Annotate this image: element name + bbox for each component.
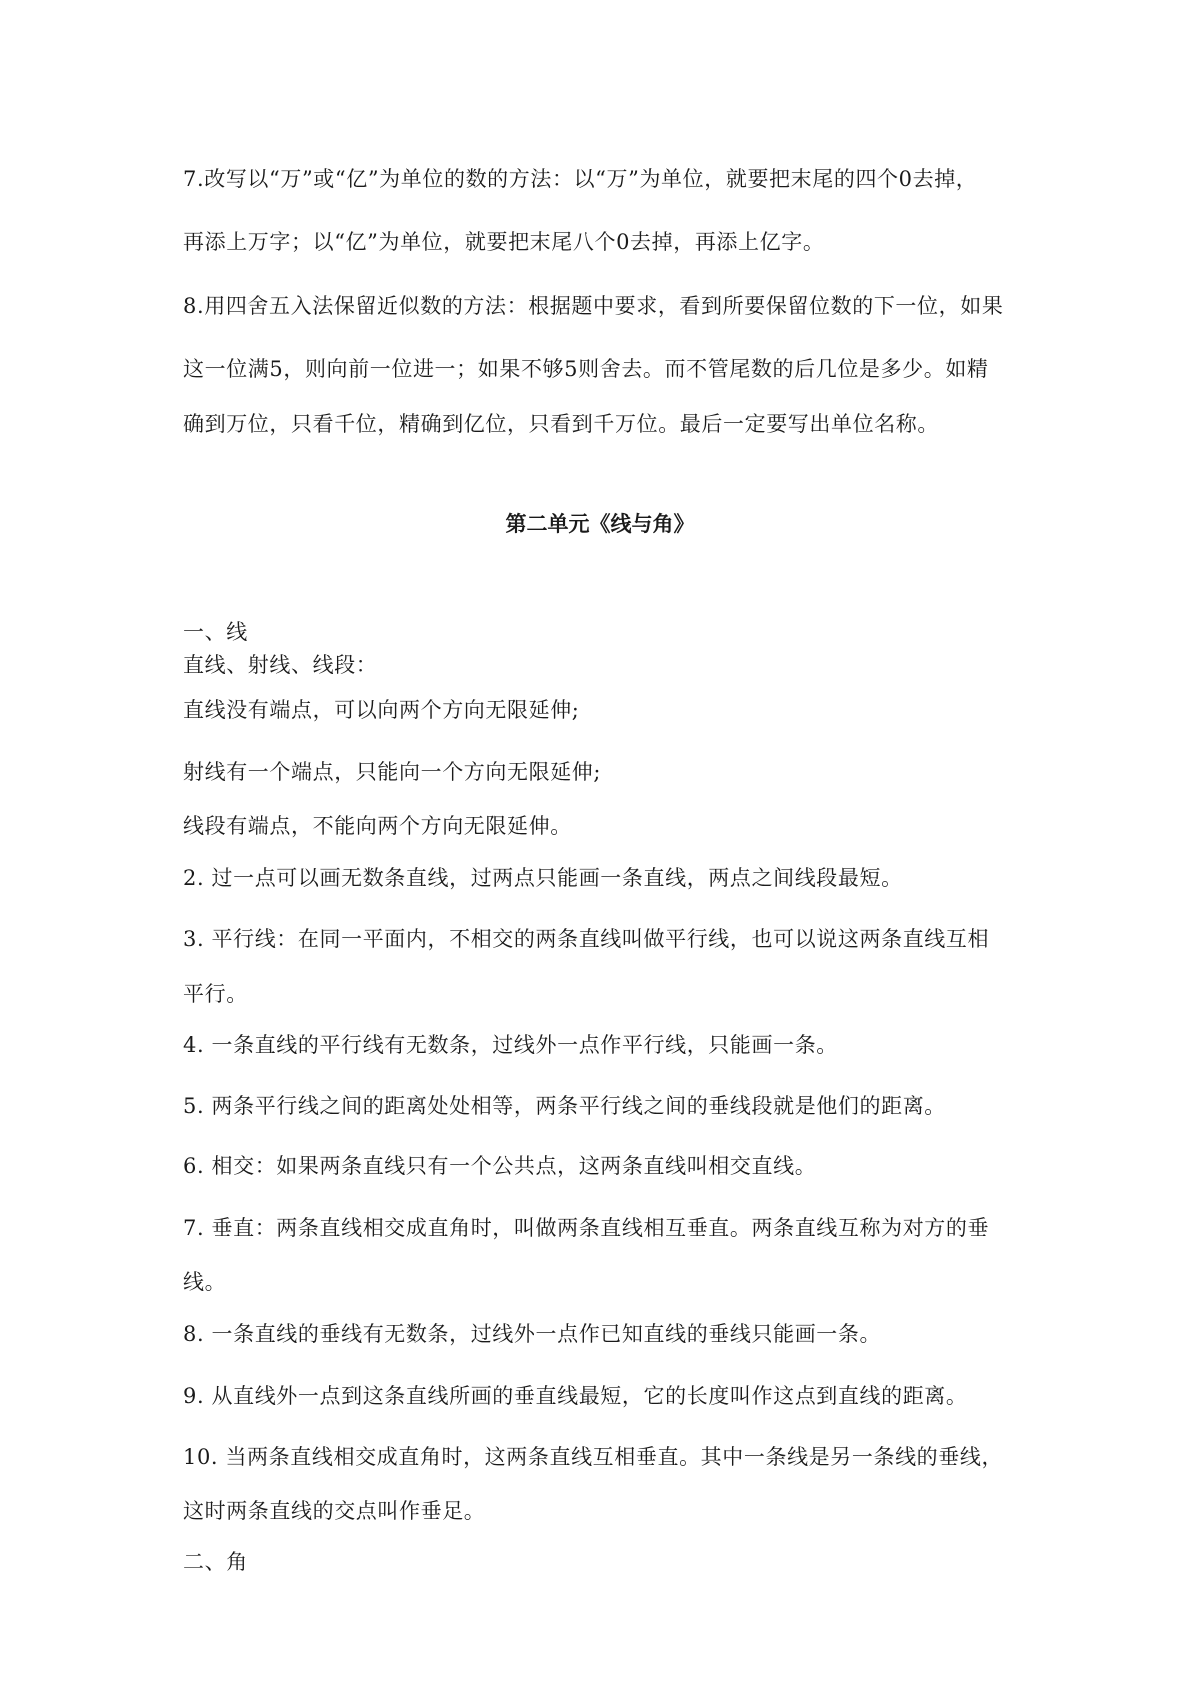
paragraph-line: 6. 相交：如果两条直线只有一个公共点，这两条直线叫相交直线。 xyxy=(183,1154,817,1178)
paragraph-line: 直线、射线、线段： xyxy=(183,653,378,677)
paragraph-line: 9. 从直线外一点到这条直线所画的垂直线最短，它的长度叫作这点到直线的距离。 xyxy=(183,1384,968,1408)
paragraph-line: 3. 平行线：在同一平面内，不相交的两条直线叫做平行线，也可以说这两条直线互相 xyxy=(183,927,990,951)
paragraph-line: 7.改写以“万”或“亿”为单位的数的方法：以“万”为单位，就要把末尾的四个0去掉， xyxy=(183,167,978,191)
paragraph-line: 7. 垂直：两条直线相交成直角时，叫做两条直线相互垂直。两条直线互称为对方的垂 xyxy=(183,1216,990,1240)
paragraph-line: 10. 当两条直线相交成直角时，这两条直线互相垂直。其中一条线是另一条线的垂线， xyxy=(183,1445,1004,1469)
paragraph-line: 射线有一个端点，只能向一个方向无限延伸; xyxy=(183,760,602,784)
paragraph-line: 确到万位，只看千位，精确到亿位，只看到千万位。最后一定要写出单位名称。 xyxy=(183,412,939,436)
unit-title: 第二单元《线与角》 xyxy=(505,511,695,536)
section-heading: 一、线 xyxy=(183,620,248,644)
section-heading: 二、角 xyxy=(183,1550,248,1574)
paragraph-line: 4. 一条直线的平行线有无数条，过线外一点作平行线，只能画一条。 xyxy=(183,1033,838,1057)
paragraph-line: 线段有端点，不能向两个方向无限延伸。 xyxy=(183,814,572,838)
paragraph-line: 平行。 xyxy=(183,982,248,1006)
paragraph-line: 这一位满5，则向前一位进一；如果不够5则舍去。而不管尾数的后几位是多少。如精 xyxy=(183,357,989,381)
paragraph-line: 再添上万字；以“亿”为单位，就要把末尾八个0去掉，再添上亿字。 xyxy=(183,230,825,254)
paragraph-line: 直线没有端点，可以向两个方向无限延伸; xyxy=(183,698,580,722)
paragraph-line: 5. 两条平行线之间的距离处处相等，两条平行线之间的垂线段就是他们的距离。 xyxy=(183,1094,946,1118)
paragraph-line: 这时两条直线的交点叫作垂足。 xyxy=(183,1499,486,1523)
paragraph-line: 8. 一条直线的垂线有无数条，过线外一点作已知直线的垂线只能画一条。 xyxy=(183,1322,882,1346)
paragraph-line: 2. 过一点可以画无数条直线，过两点只能画一条直线，两点之间线段最短。 xyxy=(183,866,903,890)
paragraph-line: 8.用四舍五入法保留近似数的方法：根据题中要求，看到所要保留位数的下一位，如果 xyxy=(183,294,1004,318)
paragraph-line: 线。 xyxy=(183,1270,227,1294)
